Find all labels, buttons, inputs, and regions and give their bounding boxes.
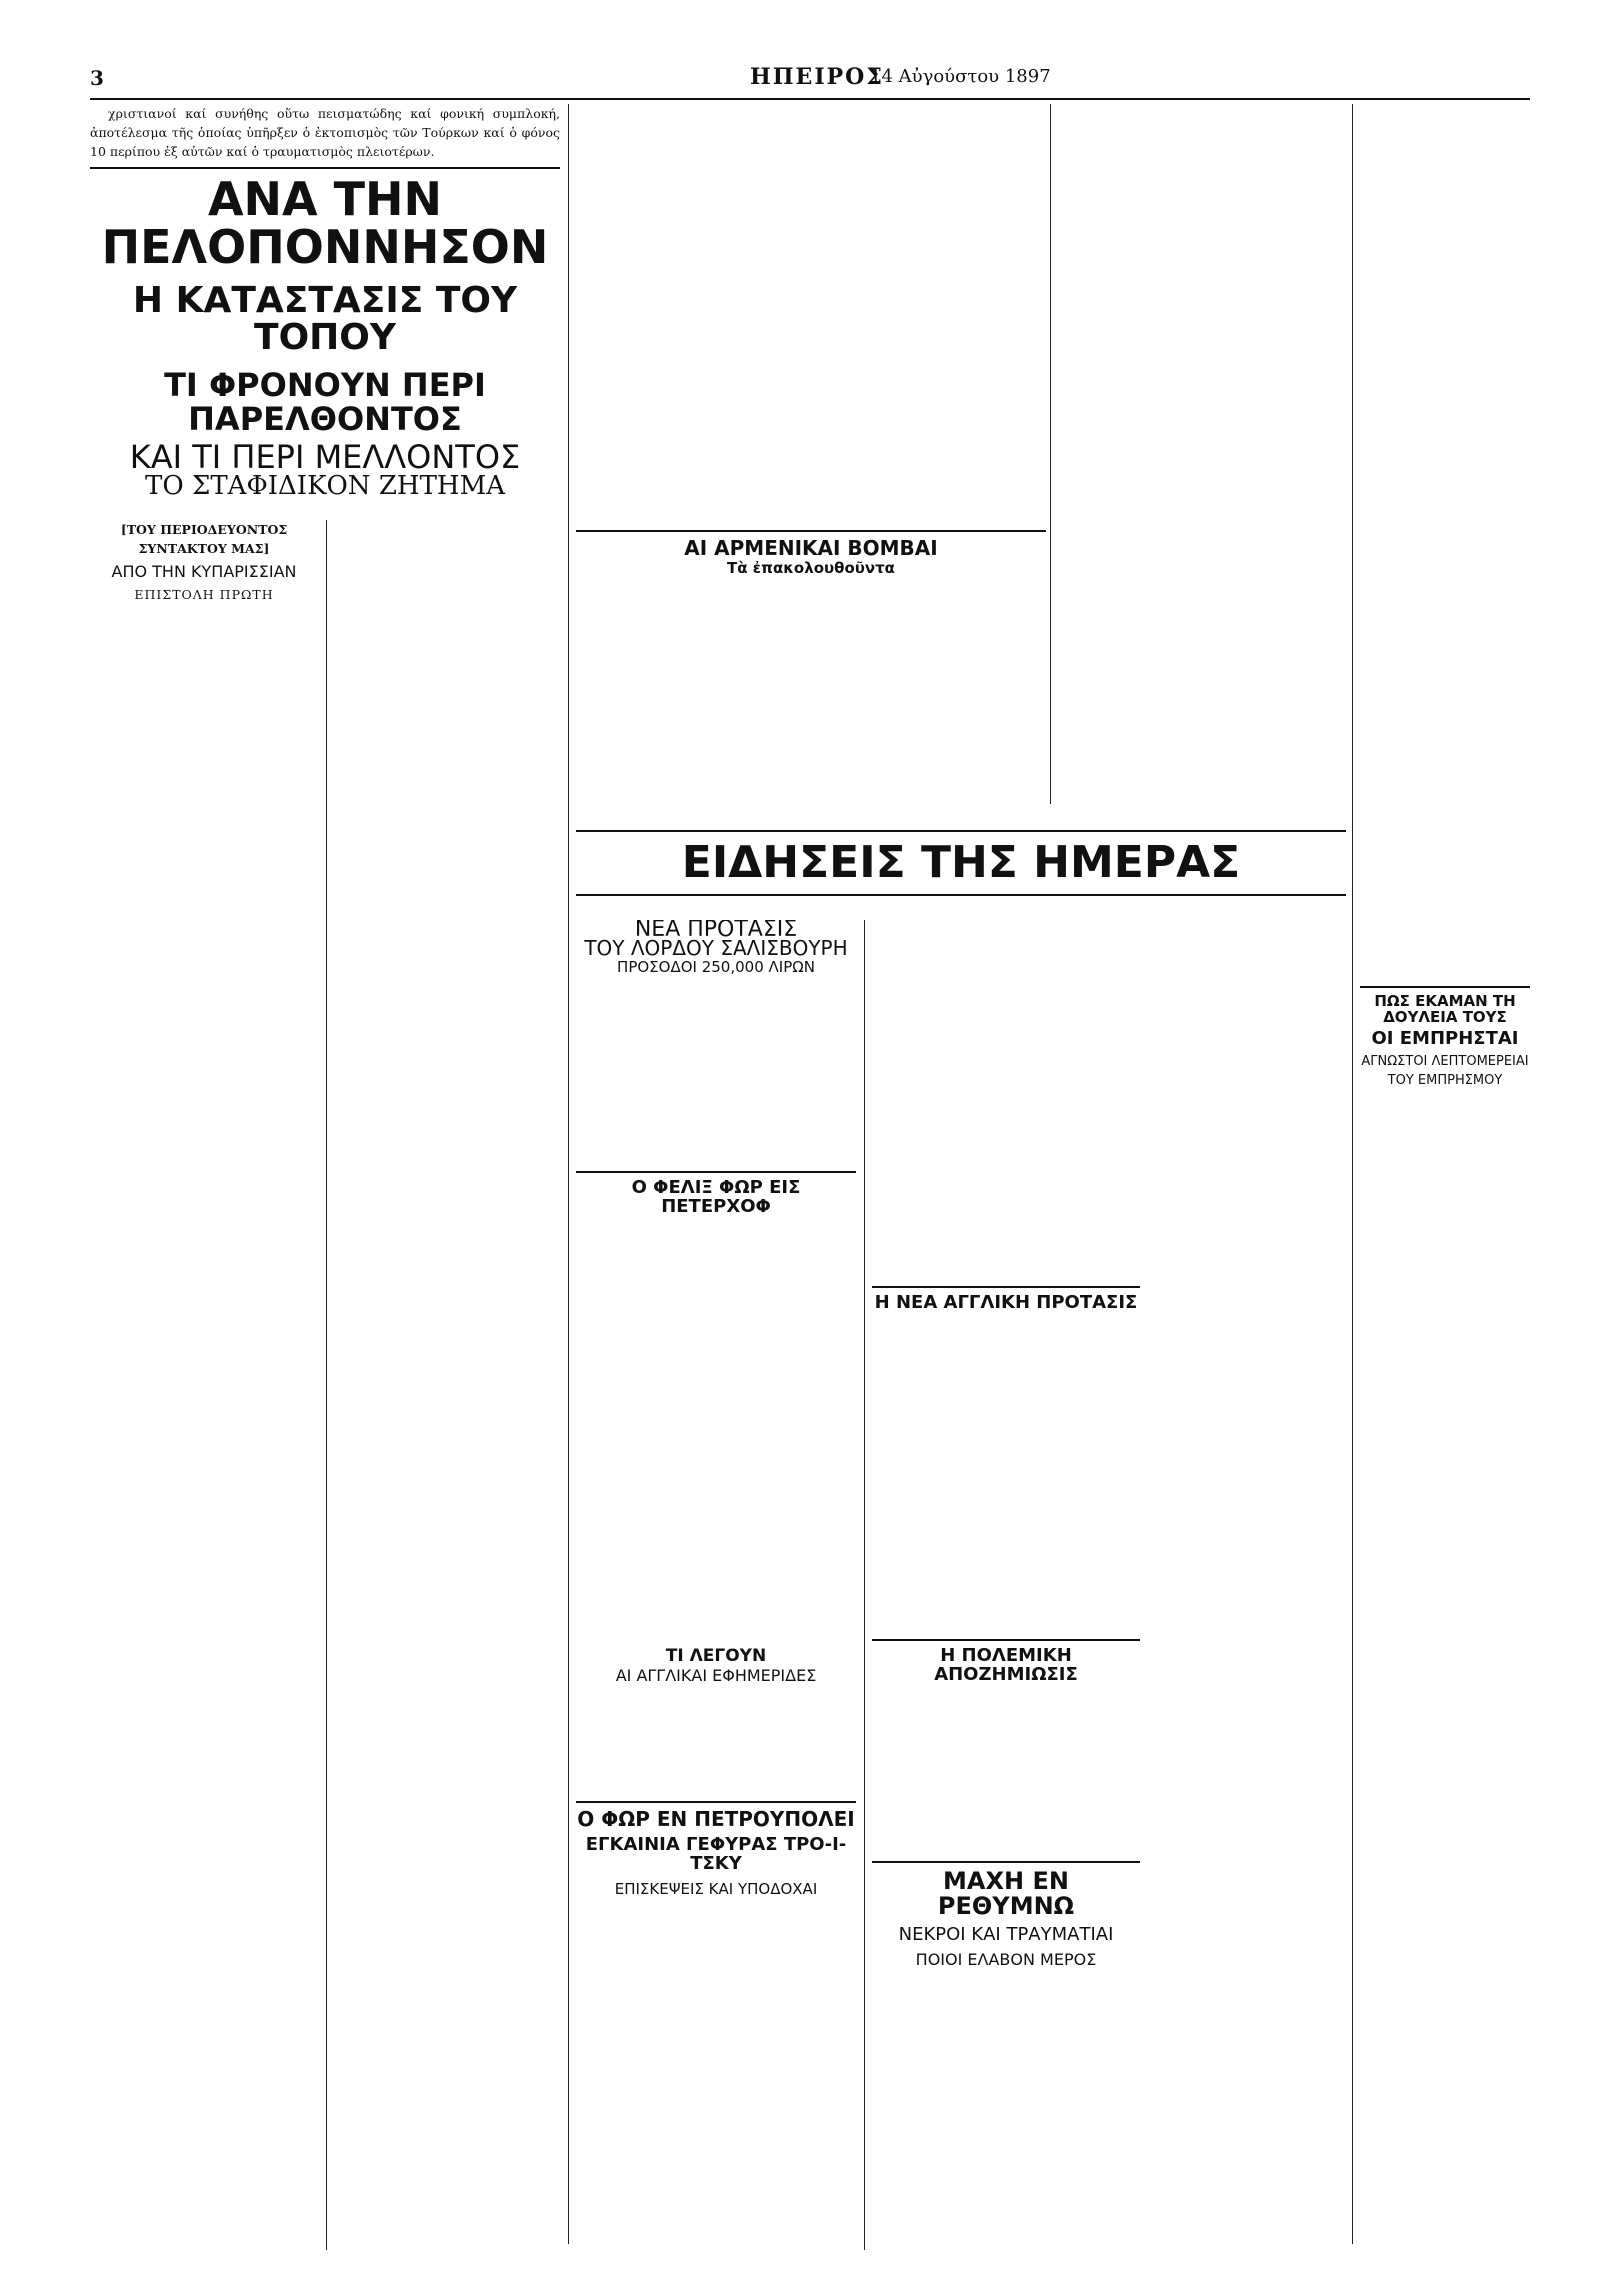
headline-peloponnisos: ΑΝΑ ΤΗΝ ΠΕΛΟΠΟΝΝΗΣΟΝ xyxy=(101,172,549,275)
headline-nea-protasis: ΝΕΑ ΠΡΟΤΑΣΙΣ xyxy=(634,920,798,942)
newspaper-page xyxy=(90,60,1530,2250)
headline-salisbury: ΤΟΥ ΛΟΡΔΟΥ ΣΑΛΙΣΒΟΥΡΗ xyxy=(584,936,848,960)
headline-emprestai: ΟΙ ΕΜΠΡΗΣΤΑΙ xyxy=(1371,1027,1519,1049)
news-banner xyxy=(576,830,1346,896)
headline-angliki: Η ΝΕΑ ΑΓΓΛΙΚΗ ΠΡΟΤΑΣΙΣ xyxy=(874,1292,1138,1313)
headline-eidiseis: ΕΙΔΗΣΕΙΣ ΤΗΣ ΗΜΕΡΑΣ xyxy=(681,837,1241,888)
column-2 xyxy=(334,520,560,2240)
headline-episkepseis: ΕΠΙΣΚΕΨΕΙΣ ΚΑΙ ΥΠΟΔΟΧΑΙ xyxy=(614,1879,818,1898)
headline-petroupoli: Ο ΦΩΡ ΕΝ ΠΕΤΡΟΥΠΟΛΕΙ xyxy=(577,1806,855,1831)
headline-pos-ekaman: ΠΩΣ ΕΚΑΜΑΝ ΤΗ ΔΟΥΛΕΙΑ ΤΟΥΣ xyxy=(1374,992,1516,1026)
column-right xyxy=(1360,104,1530,1090)
byline: [ΤΟΥ ΠΕΡΙΟΔΕΥΟΝΤΟΣ ΣΥΝΤΑΚΤΟΥ ΜΑΣ] xyxy=(120,522,288,556)
subhead-armen: Τὰ ἐπακολουθοῦντα xyxy=(726,559,895,577)
dateline-place: ΑΠΟ ΤΗΝ ΚΥΠΑΡΙΣΣΙΑΝ xyxy=(111,562,297,581)
column-news-2 xyxy=(872,920,1140,1969)
headline-machi: ΜΑΧΗ ΕΝ ΡΕΘΥΜΝΩ xyxy=(937,1866,1075,1920)
headline-poioi: ΠΟΙΟΙ ΕΛΑΒΟΝ ΜΕΡΟΣ xyxy=(915,1950,1097,1970)
column-1 xyxy=(90,520,318,2290)
newspaper-title: ΗΠΕΙΡΟΣ xyxy=(750,64,884,90)
body-text-mid-upper xyxy=(576,104,1046,524)
column-news-1 xyxy=(576,920,856,1899)
headline-empresmou: ΤΟΥ ΕΜΠΡΗΣΜΟΥ xyxy=(1387,1073,1503,1089)
body-text-col1 xyxy=(90,610,318,2290)
issue-date: 14 Αὐγούστου 1897 xyxy=(870,66,1051,87)
headline-ti-legoun: ΤΙ ΛΕΓΟΥΝ xyxy=(665,1645,767,1666)
headline-agnostoi: ΑΓΝΩΣΤΟΙ ΛΕΠΤΟΜΕΡΕΙΑΙ xyxy=(1361,1054,1529,1070)
letter-label: ΕΠΙΣΤΟΛΗ ΠΡΩΤΗ xyxy=(134,587,274,602)
headline-katastasis: Η ΚΑΤΑΣΤΑΣΙΣ ΤΟΥ ΤΟΠΟΥ xyxy=(132,279,518,359)
headline-mellontos: ΚΑΙ ΤΙ ΠΕΡΙ ΜΕΛΛΟΝΤΟΣ xyxy=(129,438,521,477)
top-text: χριστιανοί καί συνήθης οὕτω πεισματώδης καί φονική συμπλοκή, ἀποτέλεσμα τῆς ὁποίας ὑπῆρξεν ὁ ἐκτοπισμὸς τῶν Τούρκων καί ὁ φόνος 10 περίπου ἐξ αὐτῶν καί ὁ τραυματισμὸς πλειοτέρων. xyxy=(90,106,560,159)
body-text-col2 xyxy=(334,520,560,2240)
headline-prosodoi: ΠΡΟΣΟΔΟΙ 250,000 ΛΙΡΩΝ xyxy=(617,958,815,976)
headline-stafidikon: ΤΟ ΣΤΑΦΙΔΙΚΟΝ ΖΗΤΗΜΑ xyxy=(145,471,505,497)
headline-armen: ΑΙ ΑΡΜΕΝΙΚΑΙ ΒΟΜΒΑΙ xyxy=(684,536,938,560)
headline-faure: Ο ΦΕΛΙΞ ΦΩΡ ΕΙΣ ΠΕΤΕΡΧΟΦ xyxy=(631,1177,801,1217)
middle-upper xyxy=(576,104,1046,624)
headline-efimerides: ΑΙ ΑΓΓΛΙΚΑΙ ΕΦΗΜΕΡΙΔΕΣ xyxy=(615,1665,817,1685)
left-block xyxy=(90,104,560,496)
headline-polemiki: Η ΠΟΛΕΜΙΚΗ ΑΠΟΖΗΜΙΩΣΙΣ xyxy=(934,1644,1078,1685)
headline-nekroi: ΝΕΚΡΟΙ ΚΑΙ ΤΡΑΥΜΑΤΙΑΙ xyxy=(898,1924,1114,1946)
page-number: 3 xyxy=(90,66,104,90)
headline-enkainia: ΕΓΚΑΙΝΙΑ ΓΕΦΥΡΑΣ ΤΡΟ-Ι-ΤΣΚΥ xyxy=(585,1833,847,1874)
middle-right-upper xyxy=(1058,104,1348,804)
headline-parelthontos: ΤΙ ΦΡΟΝΟΥΝ ΠΕΡΙ ΠΑΡΕΛΘΟΝΤΟΣ xyxy=(164,366,486,438)
masthead xyxy=(90,60,1530,100)
